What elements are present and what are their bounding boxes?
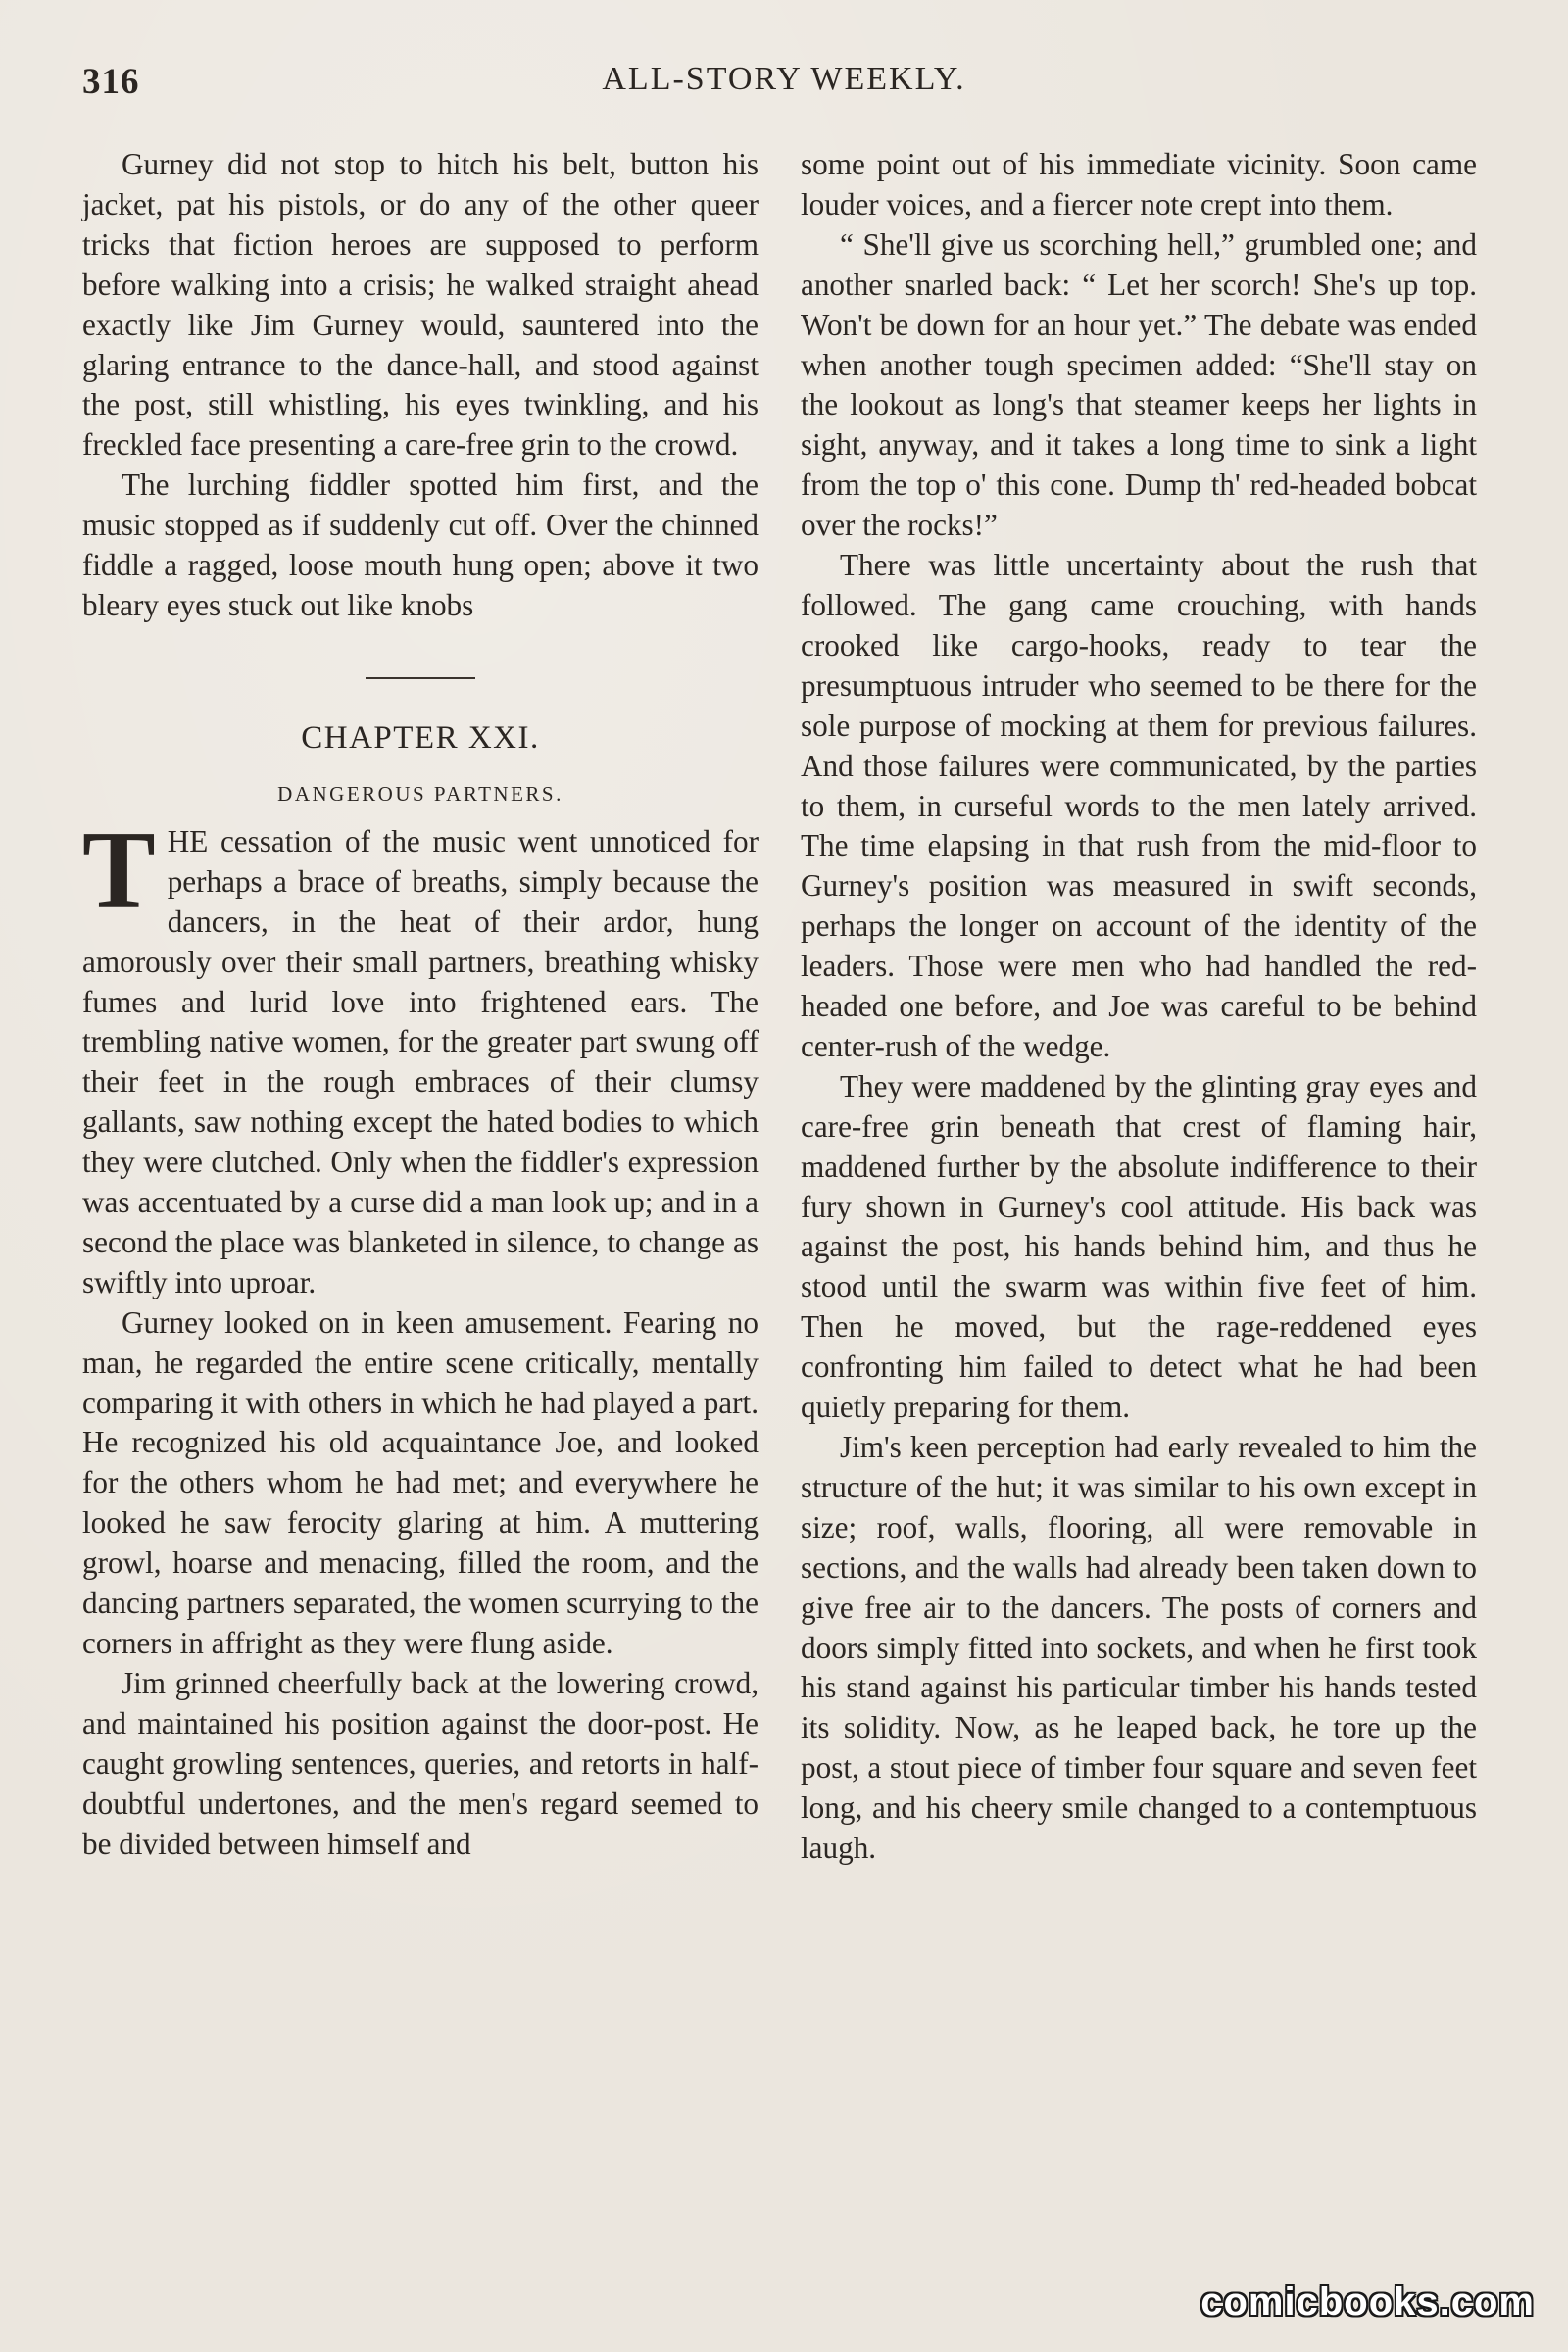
watermark: comicbooks.com	[1200, 2280, 1535, 2324]
left-column	[82, 145, 759, 1864]
page-number: 316	[82, 62, 140, 102]
drop-cap: T	[82, 808, 156, 931]
paragraph: They were maddened by the glinting gray eyes and care-free grin beneath that crest of flaming hair, maddened further by the absolute indifference to their fury shown in Gurney's cool attitude. His back was against the post, his hands behind him, and thus he stood until the swarm was within five feet of him. Then he moved, but the rage-reddened eyes confronting him failed to detect what he had been quietly preparing for them.	[801, 1068, 1477, 1425]
paragraph: There was little uncertainty about the rush that followed. The gang came crouching, with hands crooked like cargo-hooks, ready to tear the presumptuous intruder who seemed to be there for the sole purpose of mocking at them for previous failures. And those failures were communicated, by the parties to them, in curseful words to the men lately arrived. The time elapsing in that rush from the mid-floor to Gurney's position was measured in swift seconds, perhaps the longer on account of the identity of the leaders. Those were men who had handled the red-headed one before, and Joe was careful to be behind center-rush of the wedge.	[801, 548, 1477, 1063]
page-header	[82, 61, 1486, 120]
paragraph: Jim grinned cheerfully back at the lowering crowd, and maintained his position against the door-post. He caught growling sentences, queries, and retorts in half-doubtful undertones, and the men's regard seemed to be divided between himself and	[82, 1665, 759, 1861]
paragraph: some point out of his immediate vicinity. Soon came louder voices, and a fiercer note crept into them.	[801, 147, 1477, 221]
running-head: ALL-STORY WEEKLY.	[602, 61, 966, 97]
paragraph: “ She'll give us scorching hell,” grumbled one; and another snarled back: “ Let her scorch! She's up top. Won't be down for an hour yet.” The debate was ended when another tough specimen added: “She'll stay on the lookout as long's that steamer keeps her lights in sight, anyway, and it takes a long time to sink a light from the top o' this cone. Dump th' red-headed bobcat over the rocks!”	[801, 226, 1477, 543]
paragraph: The lurching fiddler spotted him first, and the music stopped as if suddenly cut off. Over the chinned fiddle a ragged, loose mouth hung open; above it two bleary eyes stuck out like knobs	[82, 467, 759, 622]
paragraph: Gurney looked on in keen amusement. Fearing no man, he regarded the entire scene critically, mentally comparing it with others in which he had played a part. He recognized his old acquaintance Joe, and looked for the others whom he had met; and everywhere he looked he saw ferocity glaring at him. A muttering growl, hoarse and menacing, filled the room, and the dancing partners separated, the women scurrying to the corners in affright as they were flung aside.	[82, 1304, 759, 1660]
paragraph: Gurney did not stop to hitch his belt, button his jacket, pat his pistols, or do any of the other queer tricks that fiction heroes are supposed to perform before walking into a crisis; he walked straight ahead exactly like Jim Gurney would, sauntered into the glaring entrance to the dance-hall, and stood against the post, still whistling, his eyes twinkling, and his freckled face presenting a care-free grin to the crowd.	[82, 147, 759, 463]
chapter-subtitle: DANGEROUS PARTNERS.	[277, 781, 564, 806]
right-column	[801, 145, 1477, 1869]
paragraph: Jim's keen perception had early revealed to him the structure of the hut; it was similar to his own except in size; roof, walls, flooring, all were removable in sections, and the walls had already been taken down to give free air to the dancers. The posts of corners and doors simply fitted into sockets, and when he first took his stand against his particular timber his hands tested its solidity. Now, as he leaped back, he tore up the post, a stout piece of timber four square and seven feet long, and his cheery smile changed to a contemptuous laugh.	[801, 1430, 1477, 1866]
dropcap-paragraph	[82, 808, 759, 1303]
section-divider	[366, 677, 475, 679]
paragraph-text: HE cessation of the music went unnoticed for perhaps a brace of breaths, simply because the dancers, in the heat of their ardor, hung amorously over their small partners, breathing whisky fumes and lurid love into frightened ears. The trembling native women, for the greater part swung off their feet in the rough embraces of their clumsy gallants, saw nothing except the hated bodies to which they were clutched. Only when the fiddler's expression was accentuated by a curse did a man look up; and in a second the place was blanketed in silence, to change as swiftly into uproar.	[82, 823, 759, 1299]
chapter-title: CHAPTER XXI.	[301, 719, 540, 756]
